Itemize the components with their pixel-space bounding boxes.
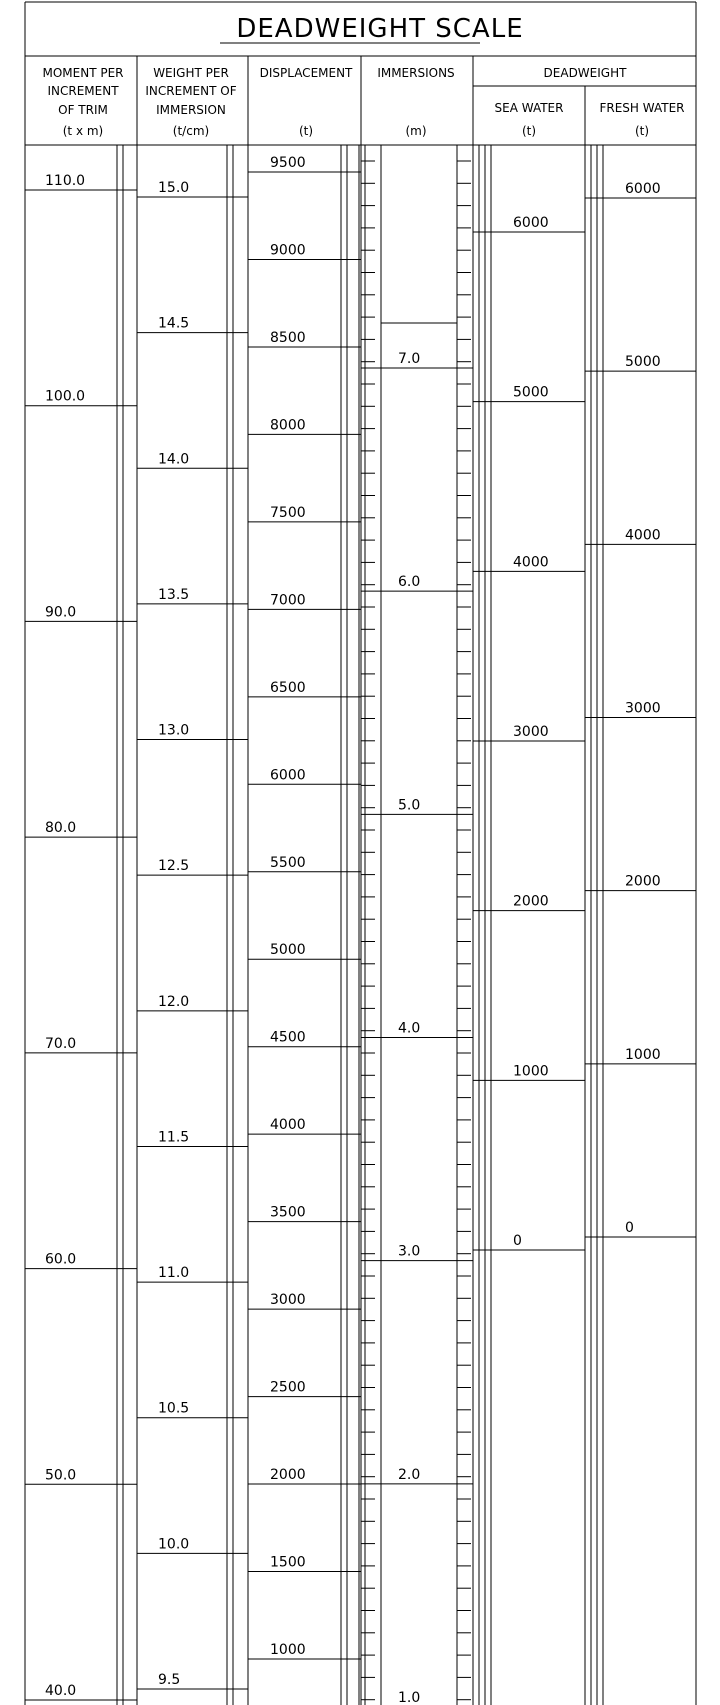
tpc-scale-label: 12.0: [158, 993, 190, 1010]
sea-scale-label: 3000: [513, 724, 549, 740]
disp-scale-label: 8000: [270, 417, 306, 434]
disp-scale-label: 9000: [270, 242, 306, 259]
fresh-scale-label: 5000: [625, 354, 661, 371]
mct-header-unit: (t x m): [62, 124, 104, 138]
scale-title: DEADWEIGHT SCALE: [236, 14, 524, 44]
imm-scale-label: 7.0: [398, 351, 421, 367]
tpc-scale-label: 10.5: [158, 1400, 190, 1417]
imm-scale-label: 4.0: [398, 1020, 421, 1037]
imm-scale-label: 2.0: [398, 1466, 421, 1483]
disp-scale-label: 9500: [270, 155, 306, 171]
disp-scale-label: 5000: [270, 942, 306, 959]
sea-scale-label: 4000: [513, 554, 549, 571]
disp-scale-label: 4500: [270, 1029, 306, 1046]
disp-scale-label: 5500: [270, 854, 306, 871]
tpc-scale-label: 13.5: [158, 586, 190, 603]
tpc-header-unit: (t/cm): [172, 124, 210, 138]
tpc-header-line-1: WEIGHT PER: [153, 66, 229, 80]
fresh-scale-label: 1000: [625, 1046, 661, 1063]
disp-scale-label: 2500: [270, 1379, 306, 1396]
imm-scale-label: 5.0: [398, 797, 421, 814]
immersions-header: IMMERSIONS: [377, 66, 455, 80]
mct-scale-label: 110.0: [45, 173, 86, 189]
disp-scale-label: 8500: [270, 329, 306, 346]
sea-scale-label: 1000: [513, 1063, 549, 1080]
tpc-scale-label: 14.0: [158, 451, 190, 468]
sea-scale-label: 6000: [513, 215, 549, 231]
tpc-scale-label: 9.5: [158, 1672, 181, 1688]
fresh-scale-label: 0: [625, 1220, 634, 1236]
sea-scale-label: 5000: [513, 384, 549, 401]
disp-scale-label: 2000: [270, 1467, 306, 1484]
mct-header-line-2: INCREMENT: [47, 84, 119, 98]
deadweight-header: DEADWEIGHT: [543, 66, 627, 80]
fresh-water-header-unit: (t): [634, 124, 650, 138]
mct-scale-label: 90.0: [45, 604, 77, 621]
mct-scale-label: 60.0: [45, 1251, 77, 1268]
mct-header-line-1: MOMENT PER: [42, 66, 124, 80]
disp-scale-label: 6500: [270, 679, 306, 696]
tpc-header-line-2: INCREMENT OF: [145, 84, 237, 98]
displacement-header: DISPLACEMENT: [259, 66, 353, 80]
mct-header-line-3: OF TRIM: [58, 103, 108, 117]
imm-scale-label: 3.0: [398, 1243, 421, 1260]
fresh-scale-label: 2000: [625, 873, 661, 890]
sea-water-header: SEA WATER: [494, 101, 564, 115]
scale-frame: [25, 2, 696, 1705]
mct-scale-label: 80.0: [45, 820, 77, 837]
mct-scale-label: 70.0: [45, 1035, 77, 1052]
tpc-scale-label: 11.5: [158, 1129, 190, 1146]
imm-scale-label: 1.0: [398, 1690, 421, 1705]
mct-scale-label: 100.0: [45, 388, 86, 405]
mct-scale-label: 40.0: [45, 1683, 77, 1699]
tpc-scale-label: 12.5: [158, 858, 190, 875]
tpc-scale-label: 10.0: [158, 1536, 190, 1553]
disp-scale-label: 1500: [270, 1554, 306, 1571]
disp-scale-label: 3000: [270, 1292, 306, 1309]
mct-scale-label: 50.0: [45, 1467, 77, 1484]
disp-scale-label: 6000: [270, 767, 306, 784]
tpc-scale-label: 14.5: [158, 315, 190, 332]
tpc-scale-label: 11.0: [158, 1265, 190, 1282]
fresh-scale-label: 6000: [625, 181, 661, 197]
tpc-scale-label: 15.0: [158, 180, 190, 196]
fresh-scale-label: 4000: [625, 527, 661, 544]
fresh-water-header: FRESH WATER: [599, 101, 685, 115]
imm-scale-label: 6.0: [398, 574, 421, 591]
disp-scale-label: 4000: [270, 1117, 306, 1134]
disp-scale-label: 3500: [270, 1204, 306, 1221]
immersions-header-unit: (m): [405, 124, 427, 138]
fresh-scale-label: 3000: [625, 700, 661, 717]
tpc-header-line-3: IMMERSION: [156, 103, 226, 117]
sea-scale-label: 2000: [513, 893, 549, 910]
sea-scale-label: 0: [513, 1233, 522, 1249]
sea-water-header-unit: (t): [521, 124, 537, 138]
disp-scale-label: 7000: [270, 592, 306, 609]
tpc-scale-label: 13.0: [158, 722, 190, 739]
disp-scale-label: 7500: [270, 504, 306, 521]
displacement-header-unit: (t): [298, 124, 314, 138]
disp-scale-label: 1000: [270, 1642, 306, 1658]
